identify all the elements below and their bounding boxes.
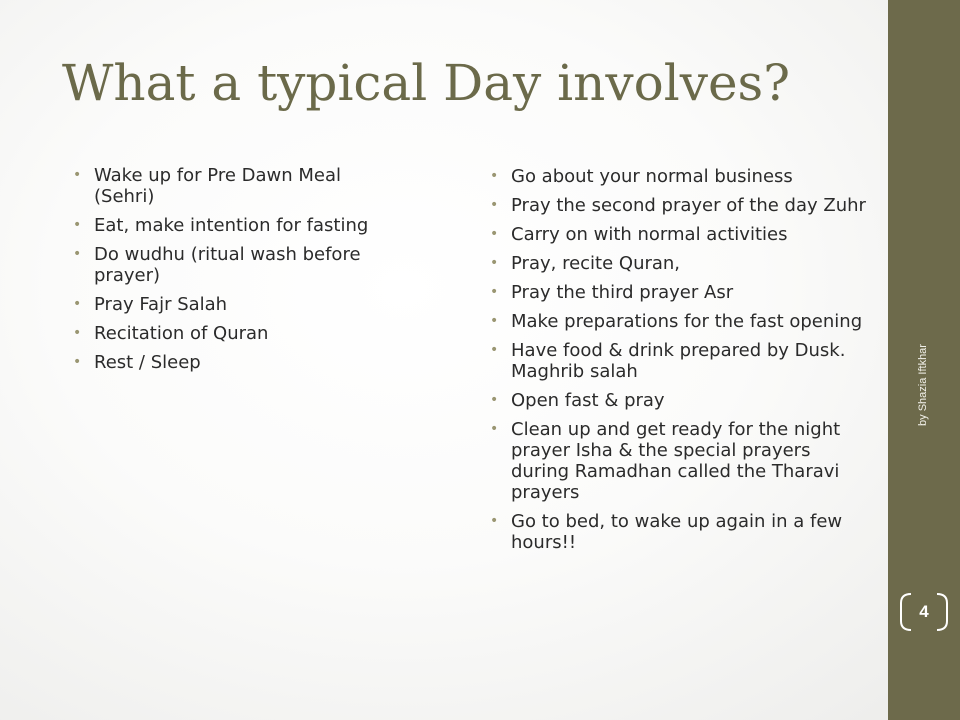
list-item: • Clean up and get ready for the night prayer Isha & the special prayers during Ramadhan called the Tharavi prayers — [490, 419, 870, 503]
list-item: • Open fast & pray — [490, 390, 870, 411]
list-item: • Go to bed, to wake up again in a few hours!! — [490, 511, 870, 553]
list-item: • Rest / Sleep — [73, 352, 403, 373]
list-item: • Have food & drink prepared by Dusk. Maghrib salah — [490, 340, 870, 382]
list-item: • Make preparations for the fast opening — [490, 311, 870, 332]
slide-number-text: 4 — [919, 602, 929, 621]
list-item: • Recitation of Quran — [73, 323, 403, 344]
slide-footer: by Shazia Iftkhar — [917, 344, 929, 426]
slide-title: What a typical Day involves? — [62, 54, 791, 112]
list-item: • Pray, recite Quran, — [490, 253, 870, 274]
list-item: • Pray Fajr Salah — [73, 294, 403, 315]
list-item: • Do wudhu (ritual wash before prayer) — [73, 244, 403, 286]
list-item: • Pray the second prayer of the day Zuhr — [490, 195, 870, 216]
right-bullet-list — [490, 166, 870, 561]
list-item: • Go about your normal business — [490, 166, 870, 187]
list-item: • Carry on with normal activities — [490, 224, 870, 245]
list-item: • Eat, make intention for fasting — [73, 215, 403, 236]
list-item: • Wake up for Pre Dawn Meal (Sehri) — [73, 165, 403, 207]
left-bullet-list — [73, 165, 403, 381]
list-item: • Pray the third prayer Asr — [490, 282, 870, 303]
slide-number — [898, 592, 950, 632]
